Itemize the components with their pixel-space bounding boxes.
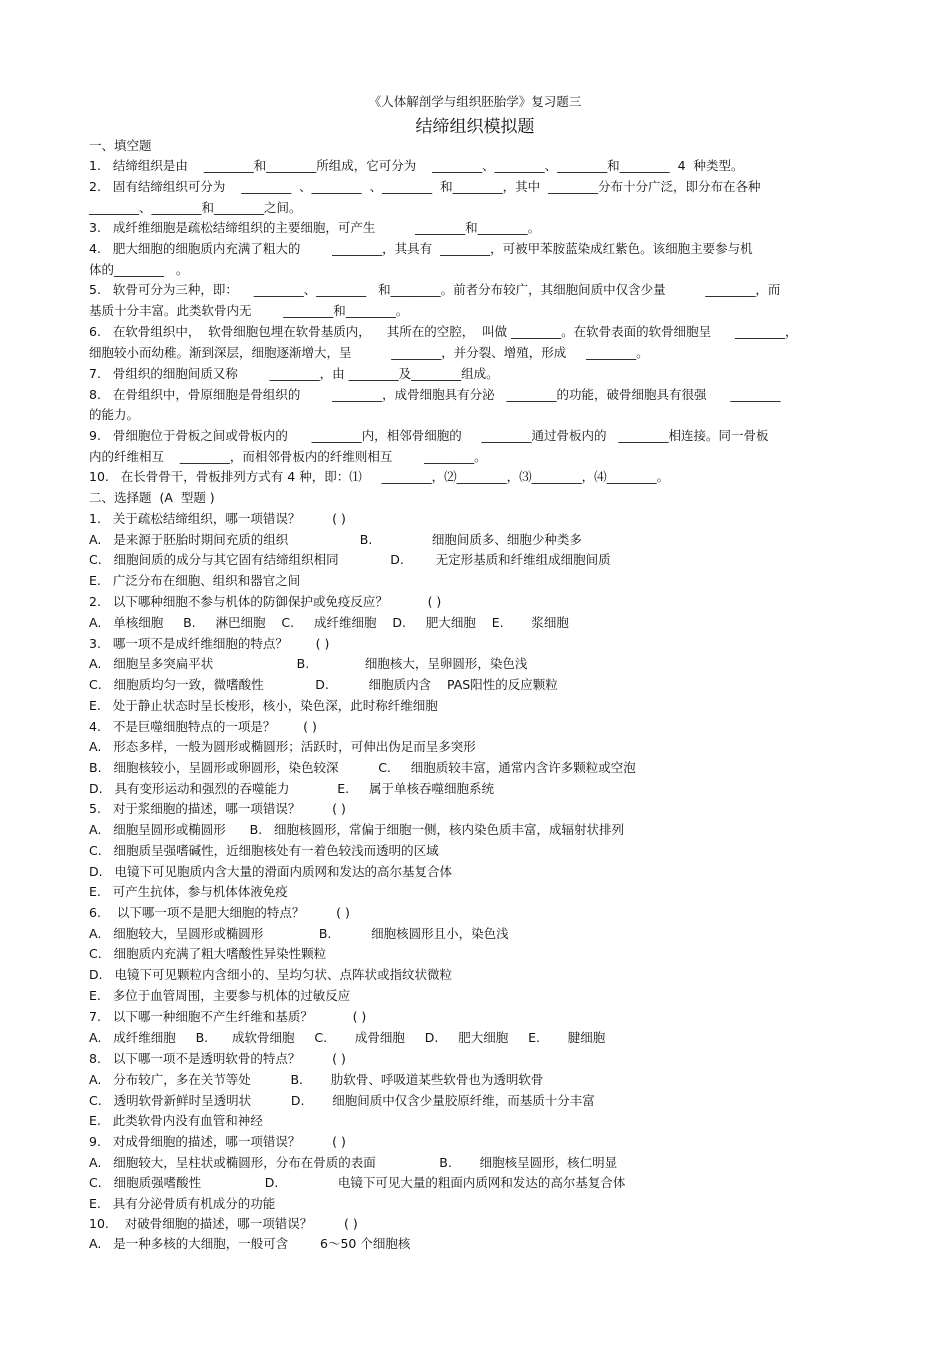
text-line: 3. 成纤维细胞是疏松结缔组织的主要细胞，可产生 ________和________。 xyxy=(89,220,541,235)
text-line: C. 细胞质内充满了粗大嗜酸性异染性颗粒 xyxy=(89,946,327,961)
text-line: E. 处于静止状态时呈长梭形，核小，染色深，此时称纤维细胞 xyxy=(89,698,438,713)
text-line: 9. 骨细胞位于骨板之间或骨板内的 ________内，相邻骨细胞的 ________通过骨板内的 ________相连接。同一骨板 xyxy=(89,428,769,443)
text-line: 5. 软骨可分为三种，即： ________、________ 和________。前者分布较广，其细胞间质中仅含少量 ________，而 xyxy=(89,282,781,297)
text-line: C. 透明软骨新鲜时呈透明状 D. 细胞间质中仅含少量胶原纤维，而基质十分丰富 xyxy=(89,1093,595,1108)
text-line: 10. 在长骨骨干，骨板排列方式有 4 种，即：⑴ ________，⑵________，⑶________，⑷________。 xyxy=(89,469,670,484)
text-line: A. 成纤维细胞 B. 成软骨细胞 C. 成骨细胞 D. 肥大细胞 E. 腱细胞 xyxy=(89,1030,606,1045)
text-line: 9. 对成骨细胞的描述，哪一项错误？ ( ) xyxy=(89,1134,346,1149)
text-line: A. 细胞较大，呈圆形或椭圆形 B. 细胞核圆形且小，染色浅 xyxy=(89,926,509,941)
text-line: C. 细胞质均匀一致，微嗜酸性 D. 细胞质内含 PAS阳性的反应颗粒 xyxy=(89,677,558,692)
text-line: A. 细胞较大，呈柱状或椭圆形，分布在骨质的表面 B. 细胞核呈圆形，核仁明显 xyxy=(89,1155,618,1170)
document-subtitle: 《人体解剖学与组织胚胎学》复习题三 xyxy=(368,94,582,109)
text-line: B. 细胞核较小，呈圆形或卵圆形，染色较深 C. 细胞质较丰富，通常内含许多颗粒或空泡 xyxy=(89,760,636,775)
text-line: 基质十分丰富。此类软骨内无 ________和________。 xyxy=(89,303,409,318)
text-line: 3. 哪一项不是成纤维细胞的特点？ ( ) xyxy=(89,636,330,651)
text-line: A. 是一种多核的大细胞，一般可含 6～50 个细胞核 xyxy=(89,1236,411,1251)
document-title: 结缔组织模拟题 xyxy=(415,117,535,137)
text-line: C. 细胞质呈强嗜碱性，近细胞核处有一着色较浅而透明的区域 xyxy=(89,843,439,858)
text-line: 细胞较小而幼稚。渐到深层，细胞逐渐增大，呈 ________，并分裂、增殖，形成 ________。 xyxy=(89,345,649,360)
text-line: A. 是来源于胚胎时期间充质的组织 B. 细胞间质多、细胞少种类多 xyxy=(89,532,582,547)
text-line: 6. 在软骨组织中， 软骨细胞包埋在软骨基质内， 其所在的空腔， 叫做 ________。在软骨表面的软骨细胞呈 ________， xyxy=(89,324,798,339)
text-line: E. 多位于血管周围，主要参与机体的过敏反应 xyxy=(89,988,351,1003)
text-line: 4. 肥大细胞的细胞质内充满了粗大的 ________，其具有 ________，可被甲苯胺蓝染成红紫色。该细胞主要参与机 xyxy=(89,241,753,256)
text-line: A. 单核细胞 B. 淋巴细胞 C. 成纤维细胞 D. 肥大细胞 E. 浆细胞 xyxy=(89,615,569,630)
text-line: ________、________和________之间。 xyxy=(89,200,302,215)
text-line: C. 细胞间质的成分与其它固有结缔组织相同 D. 无定形基质和纤维组成细胞间质 xyxy=(89,552,611,567)
text-line: 内的纤维相互 ________，而相邻骨板内的纤维则相互 ________。 xyxy=(89,449,487,464)
text-line: 5. 对于浆细胞的描述，哪一项错误？ ( ) xyxy=(89,801,346,816)
text-line: 1. 结缔组织是由 ________和________所组成，它可分为 ________、________、________和________ 4 种类型。 xyxy=(89,158,744,173)
text-line: 8. 在骨组织中，骨原细胞是骨组织的 ________，成骨细胞具有分泌 ________的功能，破骨细胞具有很强 ________ xyxy=(89,387,781,402)
section-heading: 一、填空题 xyxy=(89,138,152,153)
text-line: 1. 关于疏松结缔组织，哪一项错误？ ( ) xyxy=(89,511,346,526)
text-line: D. 电镜下可见颗粒内含细小的、呈均匀状、点阵状或指纹状微粒 xyxy=(89,967,453,982)
text-line: 2. 以下哪种细胞不参与机体的防御保护或免疫反应？ ( ) xyxy=(89,594,442,609)
text-line: D. 电镜下可见胞质内含大量的滑面内质网和发达的高尔基复合体 xyxy=(89,864,453,879)
text-line: A. 形态多样，一般为圆形或椭圆形；活跃时，可伸出伪足而呈多突形 xyxy=(89,739,476,754)
text-line: 10. 对破骨细胞的描述，哪一项错误？ ( ) xyxy=(89,1216,358,1231)
text-line: 的能力。 xyxy=(89,407,140,422)
text-line: E. 广泛分布在细胞、组织和器官之间 xyxy=(89,573,301,588)
text-line: 2. 固有结缔组织可分为 ________ 、________ 、________ 和________，其中 ________分布十分广泛，即分布在各种 xyxy=(89,179,761,194)
text-line: C. 细胞质强嗜酸性 D. 电镜下可见大量的粗面内质网和发达的高尔基复合体 xyxy=(89,1175,626,1190)
text-line: E. 可产生抗体，参与机体体液免疫 xyxy=(89,884,288,899)
text-line: A. 细胞呈多突扁平状 B. 细胞核大，呈卵圆形，染色浅 xyxy=(89,656,528,671)
text-line: 8. 以下哪一项不是透明软骨的特点？ ( ) xyxy=(89,1051,346,1066)
text-line: A. 细胞呈圆形或椭圆形 B. 细胞核圆形，常偏于细胞一侧，核内染色质丰富，成辐射状排列 xyxy=(89,822,625,837)
text-line: 4. 不是巨噬细胞特点的一项是？ ( ) xyxy=(89,719,317,734)
text-line: 7. 骨组织的细胞间质又称 ________，由 ________及________组成。 xyxy=(89,366,499,381)
text-line: 7. 以下哪一种细胞不产生纤维和基质？ ( ) xyxy=(89,1009,367,1024)
text-line: 体的________ 。 xyxy=(89,262,189,277)
text-line: E. 此类软骨内没有血管和神经 xyxy=(89,1113,263,1128)
text-line: D. 具有变形运动和强烈的吞噬能力 E. 属于单核吞噬细胞系统 xyxy=(89,781,494,796)
text-line: A. 分布较广，多在关节等处 B. 肋软骨、呼吸道某些软骨也为透明软骨 xyxy=(89,1072,544,1087)
text-line: 6. 以下哪一项不是肥大细胞的特点？ ( ) xyxy=(89,905,350,920)
text-line: E. 具有分泌骨质有机成分的功能 xyxy=(89,1196,276,1211)
section-heading: 二、选择题 (A 型题 ) xyxy=(89,490,215,505)
